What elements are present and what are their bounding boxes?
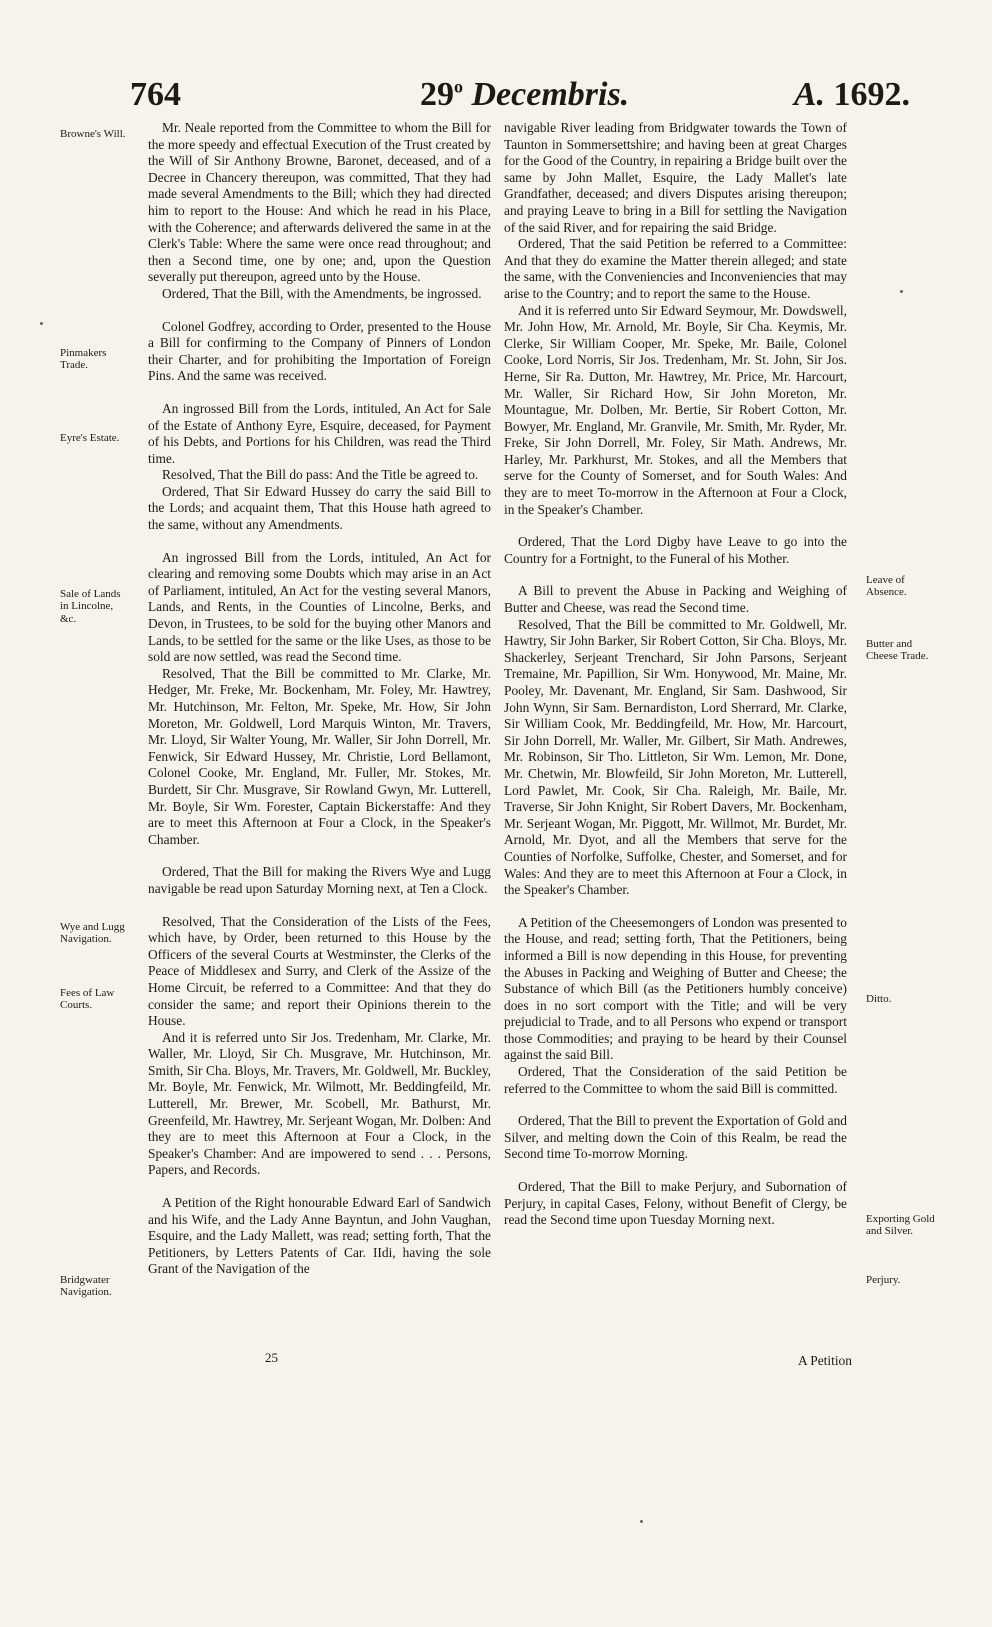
margin-note-wye-lugg: Wye and Lugg Navigation. [60,921,125,946]
margin-note-pinmakers: Pinmakers Trade. [60,347,107,372]
paragraph: An ingrossed Bill from the Lords, intituled, An Act for clearing and removing some Doubts which may arise in an Act of Parliament, intituled, An Act for the vesting several Manors, Lands, and Rents, in the Counties of Lincolne, Berks, and Devon, in Trustees, to be sold for the buying other Manors and Lands, to be settled for the same or the like Uses, as those to be sold are now settled, was read the Second time. [148,549,491,665]
paragraph: Ordered, That the Lord Digby have Leave to go into the Country for a Fortnight, to the Funeral of his Mother. [504,534,847,566]
right-column [504,120,847,1229]
ink-speck [900,290,903,293]
paragraph: Ordered, That Sir Edward Hussey do carry the said Bill to the Lords; and acquaint them, That this House hath agreed to the same, without any Amendments. [148,483,491,533]
paragraph: A Petition of the Cheesemongers of London was presented to the House, and read; setting forth, That the Petitioners, being informed a Bill is now depending in this House, for preventing the Abuses in Packing and Weighing of Butter and Cheese; the Substance of which Bill (as the Petitioners humbly conceive) does in no sort comport with the Title; and will be very prejudicial to Trade, and to all Persons who expend or transport those Commodities; and praying to be heard by their Counsel against the said Bill. [504,914,847,1063]
date-day: 29 [420,76,454,113]
margin-note-exporting: Exporting Gold and Silver. [866,1213,935,1238]
paragraph: Ordered, That the said Petition be referred to a Committee: And that they do examine the Matter therein alleged; and state the same, with the Conveniencies and Inconveniencies that may arise to the Country; and to report the same to the House. [504,236,847,301]
margin-note-perjury: Perjury. [866,1274,901,1286]
page-number: 764 [130,76,181,113]
margin-note-butter-cheese: Butter and Cheese Trade. [866,638,929,663]
ink-speck [40,322,43,325]
paragraph: Ordered, That the Consideration of the said Petition be referred to the Committee to whom the said Bill is committed. [504,1064,847,1096]
margin-note-leave-absence: Leave of Absence. [866,574,907,599]
date-month: Decembris. [471,76,630,113]
paragraph: Resolved, That the Bill be committed to Mr. Goldwell, Mr. Hawtry, Sir John Barker, Sir Robert Cotton, Sir Cha. Bloys, Mr. Shackerley, Serjeant Trenchard, Sir John Parsons, Serjeant Tremaine, Mr. Papillion, Sir Wm. Honywood, Mr. Maine, Mr. Pooley, Mr. Davenant, Mr. England, Sir Sam. Dashwood, Sir John Wynn, Sir Sam. Bernardiston, Lord Sherrard, Mr. Clarke, Sir William Cook, Mr. Beddingfeild, Mr. How, Mr. Harcourt, Sir John Dorrell, Mr. Waller, Mr. Gilbert, Sir Math. Andrewes, Mr. Robinson, Sir Tho. Littleton, Sir Wm. Lemon, Mr. Done, Mr. Chetwin, Mr. Blowfeild, Sir John Moreton, Mr. Lutterell, Lord Pawlet, Mr. Cook, Sir Cha. Raleigh, Mr. Baile, Mr. Traverse, Sir John Knight, Sir Robert Davers, Mr. Bockenham, Mr. Serjeant Wogan, Mr. Piggott, Mr. Willmot, Mr. Burdet, Mr. Arnold, Mr. Dyot, and all the Members that serve for the Counties of Norfolke, Suffolke, Chester, and Somerset, and for Wales: And they are to meet this Afternoon at Four a Clock, in the Speaker's Chamber. [504,616,847,898]
year-prefix: A. [793,76,825,113]
paragraph: Ordered, That the Bill, with the Amendments, be ingrossed. [162,285,482,301]
paragraph: Resolved, That the Bill do pass: And the Title be agreed to. [162,467,479,483]
catchword: A Petition [798,1353,852,1368]
paragraph: navigable River leading from Bridgwater towards the Town of Taunton in Sommersettshire; and having been at great Charges for the Good of the Country, in repairing a Bridge built over the same by John Mallet, Esquire, the Lady Mallet's late Grandfather, deceased; and divers Disputes arising thereupon; and praying Leave to bring in a Bill for settling the Navigation of the said River, and for repairing the said Bridge. [504,120,847,235]
paragraph: Ordered, That the Bill to make Perjury, and Subornation of Perjury, in capital Cases, Felony, without Benefit of Clergy, be read the Second time upon Tuesday Morning next. [504,1179,847,1228]
paragraph: Ordered, That the Bill for making the Rivers Wye and Lugg navigable be read upon Saturday Morning next, at Ten a Clock. [148,864,491,896]
margin-note-sale-lands: Sale of Lands in Lincolne, &c. [60,588,121,625]
paragraph: An ingrossed Bill from the Lords, intituled, An Act for Sale of the Estate of Anthony Eyre, Esquire, deceased, for Payment of his Debts, and Portions for his Children, was read the Third time. [148,400,491,466]
paragraph: A Petition of the Right honourable Edward Earl of Sandwich and his Wife, and the Lady Anne Bayntun, and John Vaughan, Esquire, and the Lady Mallett, was read; setting forth, That the Petitioners, by Letters Patents of Car. IIdi, having the sole Grant of the Navigation of the [148,1195,491,1277]
ink-speck [640,1520,643,1523]
paragraph: Resolved, That the Bill be committed to Mr. Clarke, Mr. Hedger, Mr. Freke, Mr. Bockenham, Mr. Foley, Mr. Hawtrey, Mr. Hutchinson, Mr. Felton, Mr. Speke, Mr. How, Sir John Moreton, Mr. Goldwell, Lord Marquis Winton, Mr. Travers, Mr. Lloyd, Sir Walter Young, Mr. Waller, Sir John Dorrell, Mr. Fenwick, Sir Edward Hussey, Mr. Christie, Lord Bellamont, Colonel Cooke, Mr. England, Mr. Fuller, Mr. Stokes, Mr. Burdett, Sir Chr. Musgrave, Sir Rowland Gwyn, Mr. Lutterell, Mr. Boyle, Sir Wm. Forester, Captain Bickerstaffe: And they are to meet this Afternoon at Four a Clock, in the Speaker's Chamber. [148,665,491,847]
paragraph: Mr. Neale reported from the Committee to whom the Bill for the more speedy and effectual Execution of the Trust created by the Will of Sir Anthony Browne, Baronet, deceased, and of a Decree in Chancery thereupon, was committed, That they had made several Amendments to the Bill; which they had directed him to report to the House: And which he read in his Place, with the Coherence; and afterwards delivered the same in at the Clerk's Table: Where the same were once read throughout; and then a Second time, one by one; and, upon the Question severally put thereupon, agreed unto by the House. [148,120,491,285]
date-superscript: o [454,76,463,97]
margin-note-fees-law: Fees of Law Courts. [60,987,115,1012]
paragraph: A Bill to prevent the Abuse in Packing and Weighing of Butter and Cheese, was read the Second time. [504,583,847,616]
paragraph: Resolved, That the Consideration of the Lists of the Fees, which have, by Order, been returned to this House by the Officers of the several Courts at Westminster, the Clerks of the Peace of Middlesex and Surry, and Clerk of the Assize of the Home Circuit, be referred to a Committee: And that they do consider the same; and report their Opinions therein to the House. [148,913,491,1029]
margin-note-ditto: Ditto. [866,993,892,1005]
margin-note-brownes-will: Browne's Will. [60,128,126,140]
journal-date [420,76,629,114]
margin-note-bridgwater: Bridgwater Navigation. [60,1274,112,1299]
paragraph: And it is referred unto Sir Edward Seymour, Mr. Dowdswell, Mr. John How, Mr. Arnold, Mr. Boyle, Sir Cha. Keymis, Mr. Clerke, Sir William Cooper, Mr. Speke, Mr. Baile, Colonel Cooke, Lord Norris, Sir Jos. Tredenham, Mr. St. John, Sir Jos. Herne, Sir Ra. Dutton, Mr. Hawtrey, Mr. Price, Mr. Harcourt, Mr. Waller, Sir Richard How, Sir John Moreton, Mr. Mountague, Mr. Dolben, Mr. Bertie, Sir Robert Cotton, Mr. Bowyer, Mr. England, Mr. Granvile, Mr. Smith, Mr. Ryder, Mr. Freke, Sir John Dorrell, Mr. Foley, Sir Math. Andrews, Mr. Harley, Mr. Parkhurst, Mr. Stokes, and all the Members that serve for the County of Somerset, and for South Wales: And they are to meet To-morrow in the Afternoon at Four a Clock, in the Speaker's Chamber. [504,302,847,517]
page-header [110,70,910,120]
paragraph: Colonel Godfrey, according to Order, presented to the House a Bill for confirming to the Company of Pinners of London their Charter, and for prohibiting the Importation of Foreign Pins. And the same was received. [148,318,491,384]
margin-note-eyres-estate: Eyre's Estate. [60,432,120,444]
year-value: 1692. [833,76,910,113]
printer-signature: 25 [265,1350,278,1365]
journal-year [794,76,910,114]
paragraph: And it is referred unto Sir Jos. Tredenham, Mr. Clarke, Mr. Waller, Mr. Lloyd, Sir Ch. Musgrave, Mr. Hutchinson, Mr. Smith, Sir Cha. Bloys, Mr. Travers, Mr. Goldwell, Mr. Buckley, Mr. Boyle, Mr. Fenwick, Mr. Wilmott, Mr. Beddingfeild, Mr. Lutterell, Mr. Brewer, Mr. Scobell, Mr. Bathurst, Mr. Greenfeild, Mr. Hawtrey, Mr. Serjeant Wogan, Mr. Dolben: And they are to meet this Afternoon at Four a Clock, in the Speaker's Chamber: And are impowered to send . . . Persons, Papers, and Records. [148,1029,491,1178]
paragraph: Ordered, That the Bill to prevent the Exportation of Gold and Silver, and melting down the Coin of this Realm, be read the Second time To-morrow Morning. [504,1113,847,1162]
left-column [148,120,491,1278]
